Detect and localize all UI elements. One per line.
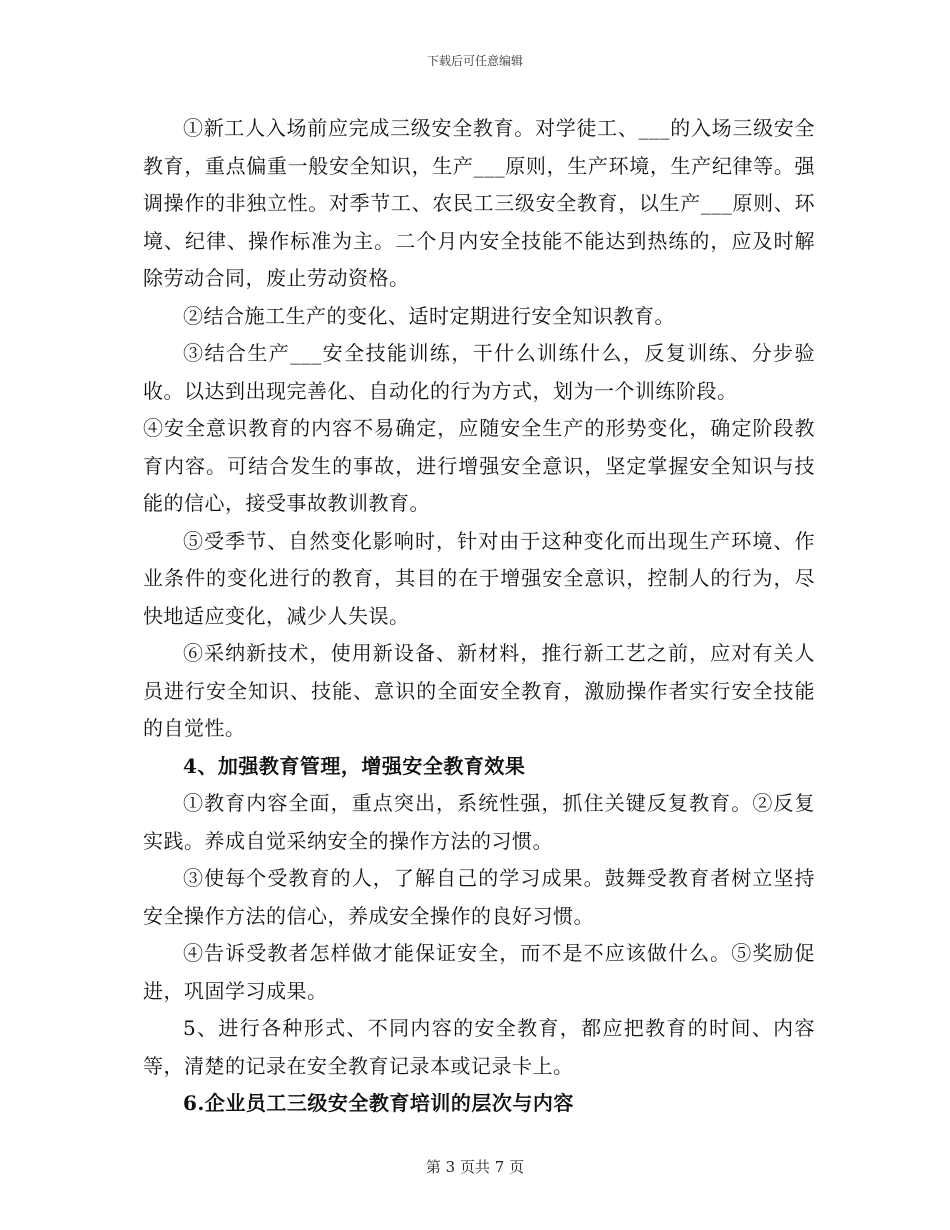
paragraph-item-2: ②结合施工生产的变化、适时定期进行安全知识教育。 — [183, 303, 675, 328]
paragraph-item-9: ④告诉受教者怎样做才能保证安全，而不是不应该做什么。⑤奖励促进，巩固学习成果。 — [143, 941, 815, 1003]
paragraph-item-7: ①教育内容全面，重点突出，系统性强，抓住关键反复教育。②反复实践。养成自觉采纳安全的操作方法的习惯。 — [143, 791, 815, 853]
page-header: 下载后可任意编辑 — [426, 54, 523, 68]
paragraph-item-8: ③使每个受教育的人，了解自己的学习成果。鼓舞受教育者树立坚持安全操作方法的信心，养成安全操作的良好习惯。 — [143, 866, 815, 928]
paragraph-item-1: ①新工人入场前应完成三级安全教育。对学徒工、___的入场三级安全教育，重点偏重一般安全知识，生产___原则，生产环境，生产纪律等。强调操作的非独立性。对季节工、农民工三级安全教育，以生产___原则、环境、纪律、操作标准为主。二个月内安全技能不能达到热练的，应及时解除劳动合同，废止劳动资格。 — [143, 116, 815, 290]
page-footer: 第 3 页共 7 页 — [425, 1158, 525, 1176]
paragraph-item-4: ④安全意识教育的内容不易确定，应随安全生产的形势变化，确定阶段教育内容。可结合发生的事故，进行增强安全意识，坚定掌握安全知识与技能的信心，接受事故教训教育。 — [143, 416, 815, 515]
paragraph-item-5: ⑤受季节、自然变化影响时，针对由于这种变化而出现生产环境、作业条件的变化进行的教育，其目的在于增强安全意识，控制人的行为，尽快地适应变化，减少人失误。 — [143, 528, 815, 628]
paragraph-item-6: ⑥采纳新技术，使用新设备、新材料，推行新工艺之前，应对有关人员进行安全知识、技能、意识的全面安全教育，激励操作者实行安全技能的自觉性。 — [143, 641, 815, 740]
document-body — [143, 110, 815, 1123]
section-heading-6: 6.企业员工三级安全教育培训的层次与内容 — [183, 1091, 574, 1115]
paragraph-item-3: ③结合生产___安全技能训练，干什么训练什么，反复训练、分步验收。以达到出现完善化、自动化的行为方式，划为一个训练阶段。 — [143, 341, 815, 403]
paragraph-item-10: 5、进行各种形式、不同内容的安全教育，都应把教育的时间、内容等，清楚的记录在安全教育记录本或记录卡上。 — [143, 1016, 815, 1078]
section-heading-4: 4、加强教育管理，增强安全教育效果 — [183, 753, 526, 778]
